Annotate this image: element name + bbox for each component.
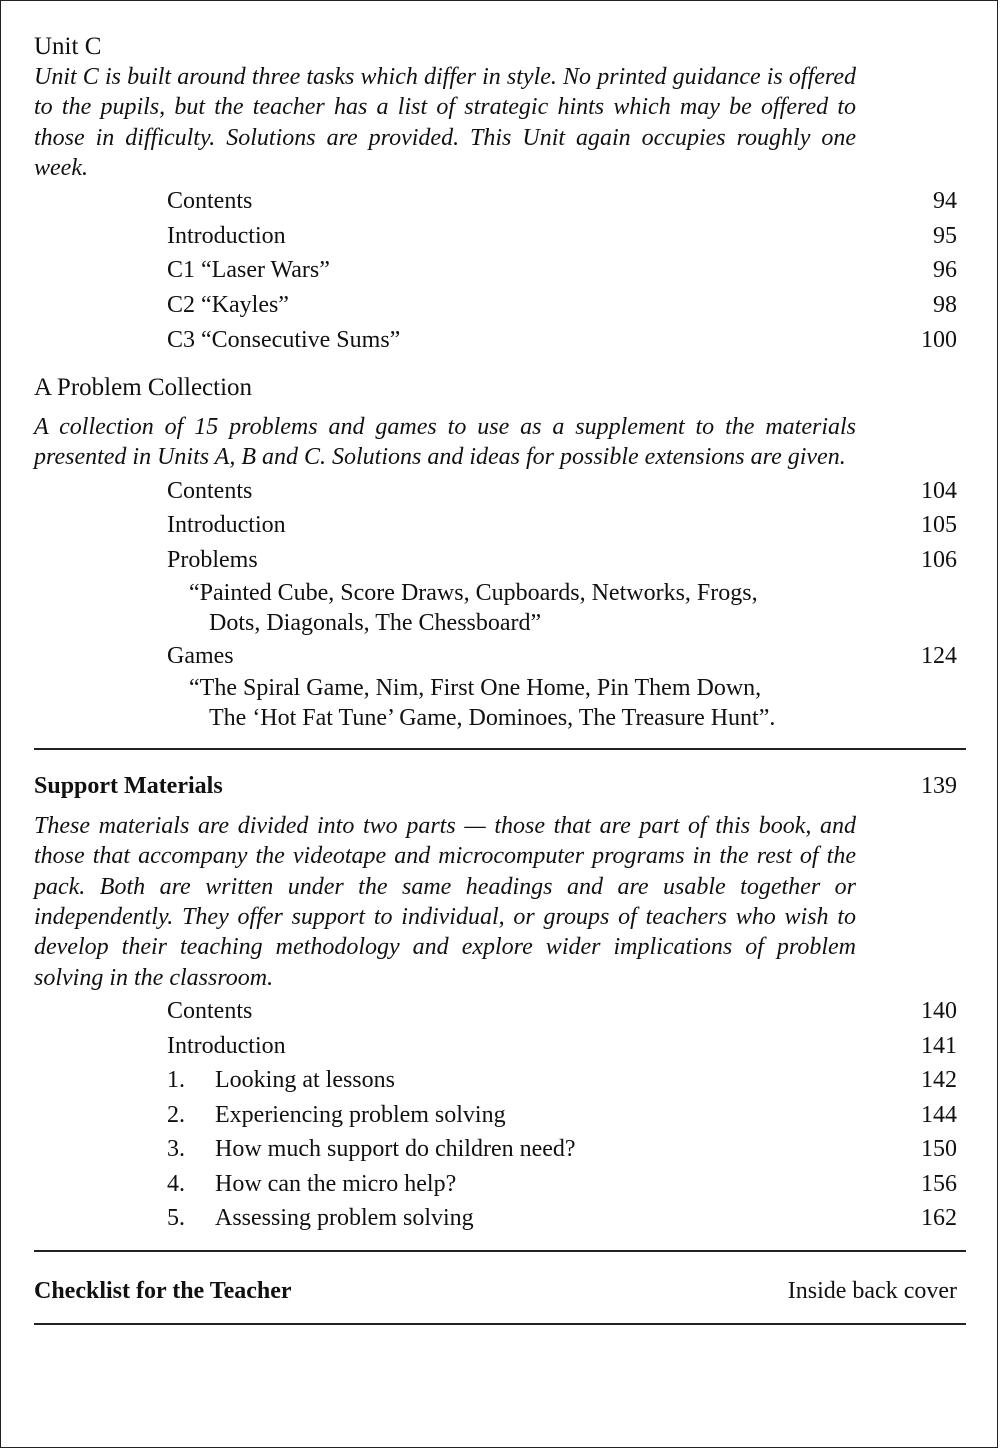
games-list-line-2: The ‘Hot Fat Tune’ Game, Dominoes, The Treasure Hunt”. xyxy=(209,705,776,732)
checklist-location: Inside back cover xyxy=(787,1278,957,1305)
toc-entry-page: 150 xyxy=(921,1136,957,1163)
problem-collection-entries xyxy=(34,474,966,578)
toc-entry-page: 100 xyxy=(921,326,957,353)
toc-entry xyxy=(34,253,966,288)
checklist-heading: Checklist for the Teacher xyxy=(34,1278,292,1305)
support-materials-entries xyxy=(34,994,966,1236)
toc-entry-page: 142 xyxy=(921,1067,957,1094)
toc-entry-page: 105 xyxy=(921,512,957,539)
toc-entry-page: 96 xyxy=(933,257,957,284)
problems-list-line-1: “Painted Cube, Score Draws, Cupboards, Networks, Frogs, xyxy=(189,579,758,606)
toc-entry xyxy=(34,508,966,543)
toc-entry xyxy=(34,184,966,219)
support-materials-heading: Support Materials xyxy=(34,773,223,800)
toc-entry-page: 162 xyxy=(921,1205,957,1232)
games-list-line-1: “The Spiral Game, Nim, First One Home, Pin Them Down, xyxy=(189,675,762,702)
section-divider xyxy=(34,1323,966,1325)
toc-entry-number: 4. xyxy=(167,1170,185,1197)
toc-entry-page: 140 xyxy=(921,997,957,1024)
toc-entry-page: 95 xyxy=(933,222,957,249)
unit-c-section xyxy=(34,31,966,357)
toc-entry-page: 156 xyxy=(921,1170,957,1197)
problems-list-line-2: Dots, Diagonals, The Chessboard” xyxy=(209,609,542,636)
toc-entry-page: 106 xyxy=(921,546,957,573)
unit-c-heading: Unit C xyxy=(34,33,102,60)
toc-entry-label: Looking at lessons xyxy=(215,1067,395,1094)
games-entry xyxy=(34,639,966,674)
toc-entry-page: 98 xyxy=(933,291,957,318)
problem-collection-heading: A Problem Collection xyxy=(34,374,253,402)
toc-entry-label: Assessing problem solving xyxy=(215,1205,474,1232)
toc-entry-label: Problems xyxy=(167,546,258,573)
toc-entry-label: Contents xyxy=(167,477,253,504)
section-divider xyxy=(34,1250,966,1252)
toc-entry xyxy=(34,323,966,358)
toc-numbered-entry xyxy=(34,1201,966,1236)
support-materials-page: 139 xyxy=(921,773,957,800)
problems-list xyxy=(34,578,889,638)
toc-entry-label: Experiencing problem solving xyxy=(215,1101,506,1128)
support-materials-header xyxy=(34,771,966,802)
toc-entry-label: How much support do children need? xyxy=(215,1136,576,1163)
toc-entry-label: Games xyxy=(167,642,234,669)
toc-entry xyxy=(34,288,966,323)
toc-numbered-entry xyxy=(34,1132,966,1167)
problem-collection-section xyxy=(34,372,966,733)
toc-entry xyxy=(34,543,966,578)
unit-c-description: Unit C is built around three tasks which differ in style. No printed guidance is offered to the pupils, but the teacher has a list of strategic hints which may be offered to those in difficulty. Solutions are provided. This Unit again occupies roughly one week. xyxy=(34,64,856,181)
toc-entry-label: Introduction xyxy=(167,222,286,249)
toc-entry-label: C2 “Kayles” xyxy=(167,291,289,318)
unit-c-entries xyxy=(34,184,966,357)
toc-entry-label: C1 “Laser Wars” xyxy=(167,257,330,284)
problem-collection-description: A collection of 15 problems and games to use as a supplement to the materials presented in Units A, B and C. Solutions and ideas for possible extensions are given. xyxy=(34,414,856,471)
toc-numbered-entry xyxy=(34,1098,966,1133)
toc-entry-page: 141 xyxy=(921,1032,957,1059)
games-list xyxy=(34,673,909,733)
toc-entry-label: Contents xyxy=(167,997,253,1024)
toc-entry-label: Introduction xyxy=(167,512,286,539)
toc-entry xyxy=(34,1029,966,1064)
toc-numbered-entry xyxy=(34,1063,966,1098)
toc-entry-number: 5. xyxy=(167,1205,185,1232)
toc-entry-number: 2. xyxy=(167,1101,185,1128)
toc-numbered-entry xyxy=(34,1167,966,1202)
checklist-header xyxy=(34,1276,966,1307)
toc-entry xyxy=(34,219,966,254)
toc-entry-page: 94 xyxy=(933,188,957,215)
toc-entry-page: 144 xyxy=(921,1101,957,1128)
toc-entry-label: Contents xyxy=(167,188,253,215)
toc-entry-label: Introduction xyxy=(167,1032,286,1059)
toc-entry-number: 3. xyxy=(167,1136,185,1163)
toc-entry xyxy=(34,994,966,1029)
toc-entry xyxy=(34,474,966,509)
toc-entry xyxy=(34,639,966,674)
toc-entry-page: 124 xyxy=(921,642,957,669)
toc-entry-label: C3 “Consecutive Sums” xyxy=(167,326,401,353)
section-divider xyxy=(34,748,966,750)
toc-entry-number: 1. xyxy=(167,1067,185,1094)
table-of-contents xyxy=(34,31,966,1325)
toc-entry-label: How can the micro help? xyxy=(215,1170,457,1197)
toc-entry-page: 104 xyxy=(921,477,957,504)
support-materials-section xyxy=(34,771,966,1236)
support-materials-description: These materials are divided into two parts — those that are part of this book, and those that accompany the videotape and microcomputer programs in the rest of the pack. Both are written under the same headings and are usable together or independently. They offer support to individual, or groups of teachers who wish to develop their teaching methodology and explore wider implications of problem solving in the classroom. xyxy=(34,813,856,991)
checklist-section xyxy=(34,1276,966,1307)
